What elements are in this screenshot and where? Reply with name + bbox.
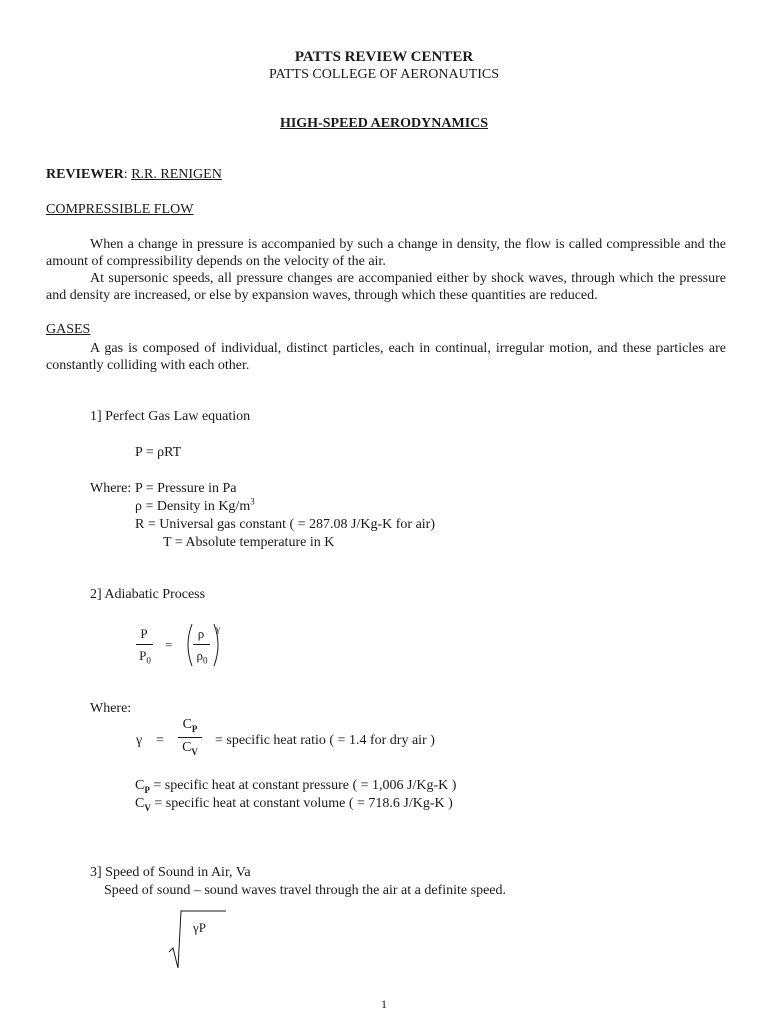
cp-subscript: P bbox=[144, 784, 150, 795]
cp-definition bbox=[135, 778, 456, 794]
item2-title: 2] Adiabatic Process bbox=[90, 587, 206, 602]
adiabatic-rhs-bar bbox=[193, 644, 210, 645]
def-density bbox=[135, 496, 255, 515]
item1-where-label: Where: bbox=[90, 481, 132, 496]
perfect-gas-equation: P = ρRT bbox=[135, 445, 182, 460]
compressible-heading: COMPRESSIBLE FLOW bbox=[46, 202, 194, 217]
adiabatic-lhs-denominator bbox=[136, 648, 154, 664]
gamma-denominator bbox=[178, 740, 202, 756]
adiabatic-exponent: γ bbox=[216, 624, 220, 634]
adiabatic-rhs-numerator: ρ bbox=[197, 626, 205, 641]
gamma-equals: = bbox=[156, 733, 164, 748]
reviewer-name: R.R. RENIGEN bbox=[131, 167, 222, 182]
cv-definition bbox=[135, 796, 453, 812]
gases-para: A gas is composed of individual, distinct particles, each in continual, irregular motion, and these particles are constantly colliding with each other. bbox=[46, 341, 726, 373]
sqrt-sign bbox=[168, 908, 232, 972]
def-temperature: T = Absolute temperature in K bbox=[163, 535, 335, 550]
adiabatic-lhs-den-subscript: 0 bbox=[146, 655, 151, 666]
gamma-numerator bbox=[178, 717, 202, 733]
gamma-fraction-bar bbox=[178, 737, 202, 738]
reviewer-line bbox=[46, 167, 222, 183]
gamma-num-subscript: P bbox=[191, 723, 198, 734]
gamma-symbol: γ bbox=[136, 733, 143, 748]
adiabatic-rhs-denominator bbox=[193, 648, 211, 664]
gases-heading: GASES bbox=[46, 322, 91, 337]
item3-description: Speed of sound – sound waves travel through the air at a definite speed. bbox=[104, 883, 507, 898]
gamma-num-symbol: C bbox=[182, 717, 192, 732]
cv-symbol: C bbox=[135, 796, 145, 811]
def-density-text: ρ = Density in Kg/m bbox=[135, 499, 251, 514]
page-number: 1 bbox=[381, 997, 387, 1011]
left-paren bbox=[188, 624, 192, 666]
cv-text: = specific heat at constant volume ( = 718.6 J/Kg-K ) bbox=[154, 796, 453, 811]
reviewer-label: REVIEWER bbox=[46, 167, 124, 182]
adiabatic-lhs-bar bbox=[136, 644, 153, 645]
adiabatic-rhs-den-symbol: ρ bbox=[196, 648, 203, 663]
compressible-para-2: At supersonic speeds, all pressure changes are accompanied either by shock waves, through which the pressure and density are increased, or else by expansion waves, through which these quantities are reduced. bbox=[46, 271, 726, 303]
compressible-para-1: When a change in pressure is accompanied by such a change in density, the flow is called compressible and the amount of compressibility depends on the velocity of the air. bbox=[46, 237, 726, 269]
adiabatic-equals: = bbox=[165, 637, 173, 652]
reviewer-colon: : bbox=[123, 167, 128, 182]
item2-where-label: Where: bbox=[90, 701, 132, 716]
center-name: PATTS REVIEW CENTER bbox=[294, 49, 474, 65]
adiabatic-lhs-numerator: P bbox=[140, 626, 148, 641]
item1-title: 1] Perfect Gas Law equation bbox=[90, 409, 251, 424]
def-density-exponent: 3 bbox=[250, 496, 255, 507]
gamma-description: = specific heat ratio ( = 1.4 for dry air ) bbox=[215, 733, 435, 748]
gamma-den-symbol: C bbox=[182, 740, 192, 755]
def-gas-constant: R = Universal gas constant ( = 287.08 J/Kg-K for air) bbox=[135, 517, 436, 532]
def-pressure: P = Pressure in Pa bbox=[135, 481, 237, 496]
adiabatic-lhs-den-symbol: P bbox=[139, 648, 147, 663]
gamma-den-subscript: V bbox=[191, 746, 198, 757]
adiabatic-rhs-den-subscript: 0 bbox=[203, 655, 208, 666]
cp-symbol: C bbox=[135, 778, 145, 793]
subject-title: HIGH-SPEED AERODYNAMICS bbox=[279, 116, 489, 131]
sqrt-radicand: γP bbox=[193, 920, 206, 935]
item3-title: 3] Speed of Sound in Air, Va bbox=[90, 865, 251, 880]
cv-subscript: V bbox=[144, 802, 151, 813]
college-name: PATTS COLLEGE OF AERONAUTICS bbox=[268, 67, 500, 82]
cp-text: = specific heat at constant pressure ( = 1,006 J/Kg-K ) bbox=[153, 778, 457, 793]
